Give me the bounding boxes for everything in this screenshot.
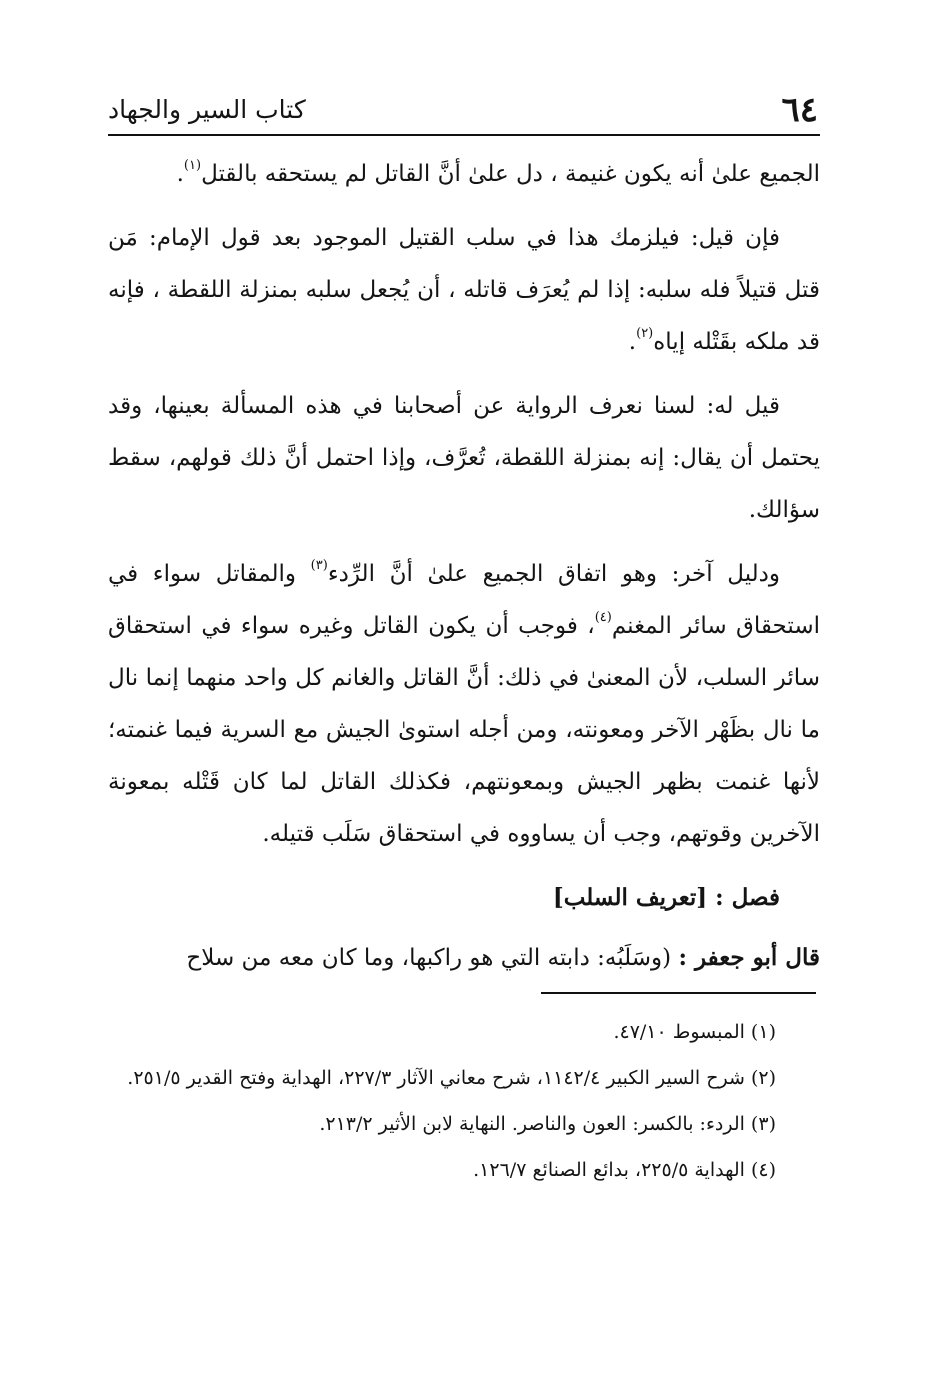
paragraph-4	[108, 548, 820, 860]
footnote-ref-2: (٢)	[636, 326, 654, 341]
paragraph-1-text: الجميع علىٰ أنه يكون غنيمة ، دل علىٰ أنَّ القاتل لم يستحقه بالقتل	[201, 161, 820, 187]
speaker-lead: قال أبو جعفر :	[678, 944, 820, 971]
footnote-2: (٢) شرح السير الكبير ١١٤٢/٤، شرح معاني الآثار ٢٢٧/٣، الهداية وفتح القدير ٢٥١/٥.	[127, 1067, 776, 1089]
header-rule	[108, 134, 820, 136]
footnote-ref-4: (٤)	[594, 610, 612, 625]
footnote-ref-3: (٣)	[310, 558, 328, 573]
footnote-4: (٤) الهداية ٢٢٥/٥، بدائع الصنائع ١٢٦/٧.	[473, 1159, 776, 1181]
paragraph-4-part-2: والمقاتل سواء في استحقاق سائر المغنم	[108, 561, 820, 639]
paragraph-3	[108, 380, 820, 536]
paragraph-2-end: .	[628, 329, 637, 355]
footnote-rule	[541, 992, 816, 994]
footnotes	[108, 1010, 820, 1194]
page-number: ٦٤	[781, 90, 818, 130]
paragraph-4-part-3: ، فوجب أن يكون القاتل وغيره سواء في استحقاق سائر السلب، لأن المعنىٰ في ذلك: أنَّ القاتل والغانم كل واحد منهما إنما نال ما نال بظَهْر الآخر ومعونته، ومن أجله استوىٰ الجيش مع السرية فيما غنمته؛ لأنها غنمت بظهر الجيش وبمعونتهم، فكذلك القاتل لما كان قَتْله بمعونة الآخرين وقوتهم، وجب أن يساووه في استحقاق سَلَب قتيله.	[108, 613, 821, 847]
paragraph-4-part-1: ودليل آخر: وهو اتفاق الجميع علىٰ أنَّ الرِّدء	[327, 561, 780, 587]
paragraph-1	[108, 148, 820, 200]
footnote-1: (١) المبسوط ٤٧/١٠.	[613, 1021, 776, 1043]
footnote-ref-1: (١)	[183, 158, 202, 173]
main-text	[108, 148, 820, 996]
paragraph-5-text: (وسَلَبُه: دابته التي هو راكبها، وما كان معه من سلاح	[186, 945, 679, 971]
paragraph-2-text: فإن قيل: فيلزمك هذا في سلب القتيل الموجود بعد قول الإمام: مَن قتل قتيلاً فله سلبه: إذا لم يُعرَف قاتله ، أن يُجعل سلبه بمنزلة اللقطة ، فإنه قد ملكه بقَتْله إياه	[108, 225, 820, 355]
paragraph-5	[108, 932, 820, 984]
paragraph-1-end: .	[176, 161, 184, 187]
page-header	[108, 88, 820, 132]
footnote-3: (٣) الردء: بالكسر: العون والناصر. النهاية لابن الأثير ٢١٣/٢.	[319, 1113, 776, 1135]
running-title: كتاب السير والجهاد	[108, 95, 306, 124]
paragraph-3-text: قيل له: لسنا نعرف الرواية عن أصحابنا في هذه المسألة بعينها، وقد يحتمل أن يقال: إنه بمنزلة اللقطة، تُعرَّف، وإذا احتمل أنَّ ذلك قولهم، سقط سؤالك.	[108, 393, 820, 523]
section-heading: فصل : [تعريف السلب]	[552, 884, 780, 911]
paragraph-2	[108, 212, 820, 368]
